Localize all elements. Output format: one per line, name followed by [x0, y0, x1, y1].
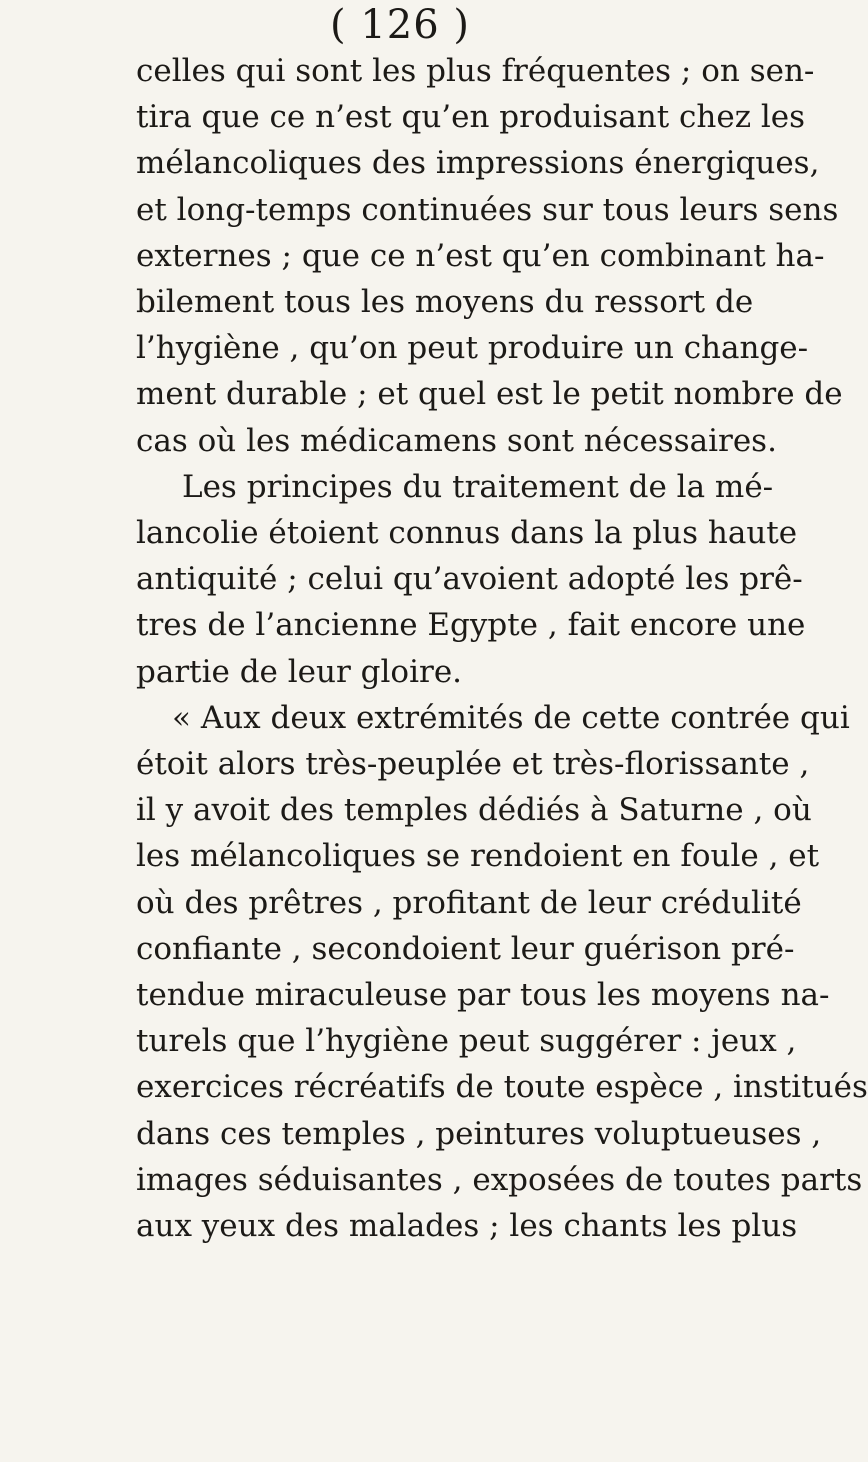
text-line: images séduisantes , exposées de toutes parts — [136, 1161, 863, 1198]
text-line: confiante , secondoient leur guérison pré- — [136, 930, 795, 967]
page-number: ( 126 ) — [330, 2, 470, 48]
text-line: externes ; que ce n’est qu’en combinant ha- — [136, 237, 825, 274]
text-line: il y avoit des temples dédiés à Saturne , où — [136, 792, 812, 829]
text-line: antiquité ; celui qu’avoient adopté les prê- — [136, 561, 803, 598]
text-line: les mélancoliques se rendoient en foule , et — [136, 838, 820, 875]
text-line: tendue miraculeuse par tous les moyens na- — [136, 977, 830, 1014]
text-line: mélancoliques des impressions énergiques, — [136, 145, 820, 182]
text-line: où des prêtres , profitant de leur crédulité — [136, 884, 802, 921]
text-line: ment durable ; et quel est le petit nombre de — [136, 376, 843, 413]
text-line: tira que ce n’est qu’en produisant chez les — [136, 99, 806, 136]
text-line: étoit alors très-peuplée et très-florissante , — [136, 746, 810, 783]
text-line: dans ces temples , peintures voluptueuses , — [136, 1115, 822, 1152]
text-line: turels que l’hygiène peut suggérer : jeux , — [136, 1023, 797, 1060]
text-line: partie de leur gloire. — [136, 653, 463, 690]
text-line: cas où les médicamens sont nécessaires. — [136, 422, 777, 459]
text-line: « Aux deux extrémités de cette contrée qui — [172, 699, 850, 736]
text-line: exercices récréatifs de toute espèce , institués — [136, 1069, 868, 1106]
text-line: lancolie étoient connus dans la plus haute — [136, 515, 798, 552]
text-line: et long-temps continuées sur tous leurs sens — [136, 191, 839, 228]
text-line: tres de l’ancienne Egypte , fait encore une — [136, 607, 806, 644]
text-line: aux yeux des malades ; les chants les plus — [136, 1208, 798, 1245]
text-line: celles qui sont les plus fréquentes ; on sen- — [136, 53, 815, 89]
text-line: l’hygiène , qu’on peut produire un change- — [136, 330, 809, 367]
body-text — [136, 48, 868, 1249]
text-line: bilement tous les moyens du ressort de — [136, 284, 754, 321]
text-line: Les principes du traitement de la mé- — [182, 468, 774, 505]
